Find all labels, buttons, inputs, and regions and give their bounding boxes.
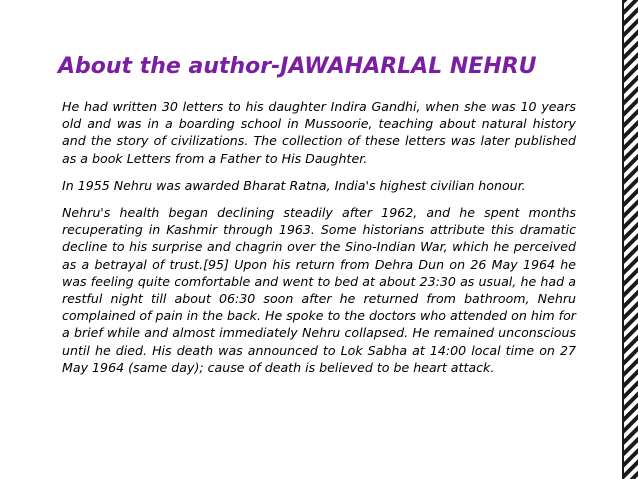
paragraph-bharat-ratna: In 1955 Nehru was awarded Bharat Ratna, India's highest civilian honour.: [62, 177, 526, 193]
side-decorative-pattern: [622, 0, 638, 479]
slide-title: About the author-JAWAHARLAL NEHRU: [58, 54, 537, 79]
slide-body: [62, 98, 576, 376]
paragraph-letters: He had written 30 letters to his daughter Indira Gandhi, when she was 10 years old and was in a boarding school in Mussoorie, teaching about natural history and the story of civilizations. The collection of these letters was later published as a book Letters from a Father to His Daughter.: [62, 99, 576, 166]
paragraph-health-death: Nehru's health began declining steadily after 1962, and he spent months recuperating in Kashmir through 1963. Some historians attribute this dramatic decline to his surprise and chagrin over the Sino-Indian War, which he perceived as a betrayal of trust.[95] Upon his return from Dehra Dun on 26 May 1964 he was feeling quite comfortable and went to bed at about 23:30 as usual, he had a restful night till about 06:30 soon after he returned from bathroom, Nehru complained of pain in the back. He spoke to the doctors who attended on him for a brief while and almost immediately Nehru collapsed. He remained unconscious until he died. His death was announced to Lok Sabha at 14:00 local time on 27 May 1964 (same day); cause of death is believed to be heart attack.: [62, 205, 576, 375]
